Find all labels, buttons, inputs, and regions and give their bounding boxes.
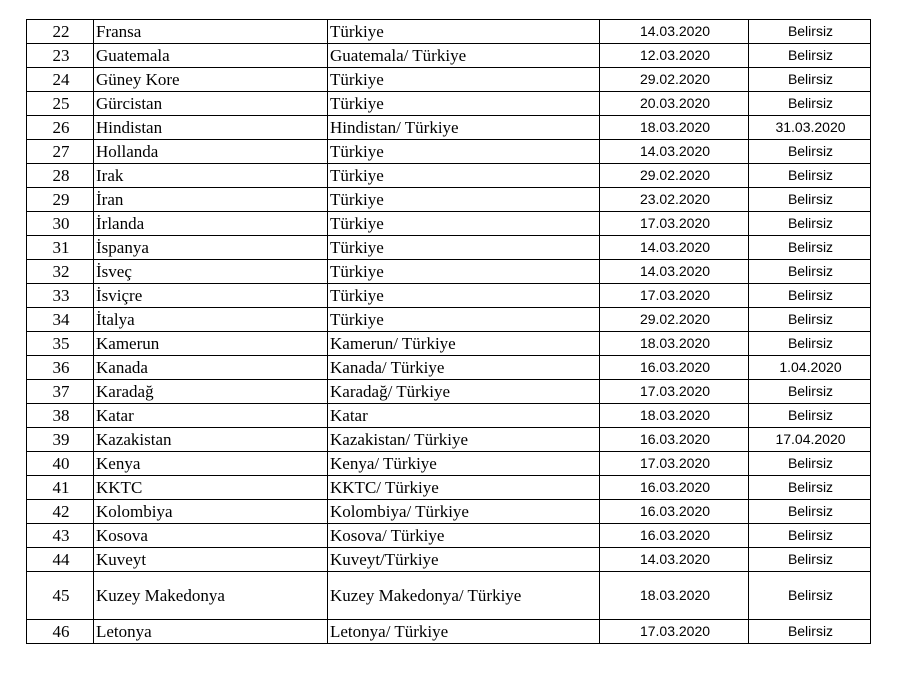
destination-cell: Türkiye (328, 188, 600, 212)
country-cell: Karadağ (94, 380, 328, 404)
country-cell: Kamerun (94, 332, 328, 356)
row-number: 34 (27, 308, 94, 332)
end-date-cell: Belirsiz (749, 212, 871, 236)
start-date-cell: 14.03.2020 (600, 548, 749, 572)
destination-cell: Kuzey Makedonya/ Türkiye (328, 572, 600, 620)
end-date-cell: Belirsiz (749, 572, 871, 620)
start-date-cell: 14.03.2020 (600, 140, 749, 164)
start-date-cell: 18.03.2020 (600, 572, 749, 620)
destination-cell: Katar (328, 404, 600, 428)
end-date-cell: Belirsiz (749, 68, 871, 92)
destination-cell: Guatemala/ Türkiye (328, 44, 600, 68)
table-row (27, 260, 871, 284)
end-date-cell: Belirsiz (749, 188, 871, 212)
end-date-cell: Belirsiz (749, 92, 871, 116)
end-date-cell: Belirsiz (749, 548, 871, 572)
row-number: 28 (27, 164, 94, 188)
row-number: 35 (27, 332, 94, 356)
table-row (27, 476, 871, 500)
start-date-cell: 16.03.2020 (600, 476, 749, 500)
end-date-cell: Belirsiz (749, 164, 871, 188)
table-body (27, 20, 871, 644)
row-number: 39 (27, 428, 94, 452)
destination-cell: Türkiye (328, 284, 600, 308)
country-table (26, 19, 871, 644)
table-row (27, 332, 871, 356)
table-row (27, 500, 871, 524)
country-cell: İsviçre (94, 284, 328, 308)
row-number: 42 (27, 500, 94, 524)
end-date-cell: Belirsiz (749, 620, 871, 644)
start-date-cell: 18.03.2020 (600, 404, 749, 428)
start-date-cell: 29.02.2020 (600, 164, 749, 188)
start-date-cell: 23.02.2020 (600, 188, 749, 212)
destination-cell: Türkiye (328, 92, 600, 116)
table-row (27, 524, 871, 548)
country-cell: Letonya (94, 620, 328, 644)
table-row (27, 548, 871, 572)
table-row (27, 284, 871, 308)
table-row (27, 92, 871, 116)
start-date-cell: 16.03.2020 (600, 356, 749, 380)
destination-cell: Türkiye (328, 260, 600, 284)
country-cell: İran (94, 188, 328, 212)
destination-cell: Kanada/ Türkiye (328, 356, 600, 380)
country-cell: Kosova (94, 524, 328, 548)
end-date-cell: Belirsiz (749, 500, 871, 524)
row-number: 33 (27, 284, 94, 308)
row-number: 38 (27, 404, 94, 428)
start-date-cell: 12.03.2020 (600, 44, 749, 68)
country-cell: Kuveyt (94, 548, 328, 572)
table-row (27, 20, 871, 44)
start-date-cell: 17.03.2020 (600, 620, 749, 644)
table-row (27, 236, 871, 260)
end-date-cell: Belirsiz (749, 308, 871, 332)
row-number: 36 (27, 356, 94, 380)
destination-cell: Kolombiya/ Türkiye (328, 500, 600, 524)
destination-cell: KKTC/ Türkiye (328, 476, 600, 500)
table-row (27, 68, 871, 92)
country-cell: Kazakistan (94, 428, 328, 452)
row-number: 24 (27, 68, 94, 92)
country-cell: İrlanda (94, 212, 328, 236)
table-row (27, 452, 871, 476)
start-date-cell: 16.03.2020 (600, 428, 749, 452)
end-date-cell: Belirsiz (749, 476, 871, 500)
country-cell: Guatemala (94, 44, 328, 68)
row-number: 27 (27, 140, 94, 164)
destination-cell: Kuveyt/Türkiye (328, 548, 600, 572)
country-cell: Gürcistan (94, 92, 328, 116)
country-cell: Irak (94, 164, 328, 188)
row-number: 22 (27, 20, 94, 44)
country-cell: İsveç (94, 260, 328, 284)
end-date-cell: 31.03.2020 (749, 116, 871, 140)
country-cell: KKTC (94, 476, 328, 500)
start-date-cell: 17.03.2020 (600, 284, 749, 308)
destination-cell: Türkiye (328, 308, 600, 332)
destination-cell: Kazakistan/ Türkiye (328, 428, 600, 452)
destination-cell: Türkiye (328, 236, 600, 260)
start-date-cell: 17.03.2020 (600, 452, 749, 476)
table-row (27, 620, 871, 644)
start-date-cell: 14.03.2020 (600, 260, 749, 284)
destination-cell: Letonya/ Türkiye (328, 620, 600, 644)
end-date-cell: Belirsiz (749, 524, 871, 548)
row-number: 44 (27, 548, 94, 572)
end-date-cell: Belirsiz (749, 20, 871, 44)
row-number: 30 (27, 212, 94, 236)
country-cell: Güney Kore (94, 68, 328, 92)
end-date-cell: Belirsiz (749, 332, 871, 356)
table-row (27, 188, 871, 212)
row-number: 45 (27, 572, 94, 620)
end-date-cell: Belirsiz (749, 452, 871, 476)
end-date-cell: Belirsiz (749, 284, 871, 308)
end-date-cell: 1.04.2020 (749, 356, 871, 380)
row-number: 31 (27, 236, 94, 260)
table-row (27, 140, 871, 164)
table-row (27, 44, 871, 68)
end-date-cell: Belirsiz (749, 44, 871, 68)
table-row (27, 212, 871, 236)
country-cell: İtalya (94, 308, 328, 332)
start-date-cell: 29.02.2020 (600, 308, 749, 332)
country-cell: Kenya (94, 452, 328, 476)
end-date-cell: Belirsiz (749, 260, 871, 284)
start-date-cell: 18.03.2020 (600, 332, 749, 356)
destination-cell: Hindistan/ Türkiye (328, 116, 600, 140)
row-number: 23 (27, 44, 94, 68)
country-cell: Kolombiya (94, 500, 328, 524)
destination-cell: Türkiye (328, 164, 600, 188)
start-date-cell: 17.03.2020 (600, 380, 749, 404)
country-cell: İspanya (94, 236, 328, 260)
start-date-cell: 20.03.2020 (600, 92, 749, 116)
start-date-cell: 29.02.2020 (600, 68, 749, 92)
start-date-cell: 16.03.2020 (600, 524, 749, 548)
row-number: 43 (27, 524, 94, 548)
row-number: 25 (27, 92, 94, 116)
country-cell: Hollanda (94, 140, 328, 164)
destination-cell: Türkiye (328, 20, 600, 44)
row-number: 41 (27, 476, 94, 500)
destination-cell: Türkiye (328, 68, 600, 92)
table-row (27, 116, 871, 140)
country-cell: Kanada (94, 356, 328, 380)
start-date-cell: 17.03.2020 (600, 212, 749, 236)
destination-cell: Karadağ/ Türkiye (328, 380, 600, 404)
country-cell: Hindistan (94, 116, 328, 140)
end-date-cell: Belirsiz (749, 404, 871, 428)
row-number: 40 (27, 452, 94, 476)
start-date-cell: 14.03.2020 (600, 20, 749, 44)
country-cell: Katar (94, 404, 328, 428)
table-row (27, 572, 871, 620)
country-cell: Kuzey Makedonya (94, 572, 328, 620)
end-date-cell: Belirsiz (749, 236, 871, 260)
end-date-cell: 17.04.2020 (749, 428, 871, 452)
end-date-cell: Belirsiz (749, 140, 871, 164)
destination-cell: Kamerun/ Türkiye (328, 332, 600, 356)
row-number: 46 (27, 620, 94, 644)
table-row (27, 380, 871, 404)
row-number: 37 (27, 380, 94, 404)
table-row (27, 164, 871, 188)
table-row (27, 428, 871, 452)
end-date-cell: Belirsiz (749, 380, 871, 404)
row-number: 26 (27, 116, 94, 140)
start-date-cell: 16.03.2020 (600, 500, 749, 524)
row-number: 32 (27, 260, 94, 284)
destination-cell: Türkiye (328, 140, 600, 164)
start-date-cell: 14.03.2020 (600, 236, 749, 260)
table-row (27, 404, 871, 428)
table-row (27, 356, 871, 380)
destination-cell: Kosova/ Türkiye (328, 524, 600, 548)
destination-cell: Türkiye (328, 212, 600, 236)
start-date-cell: 18.03.2020 (600, 116, 749, 140)
destination-cell: Kenya/ Türkiye (328, 452, 600, 476)
table-row (27, 308, 871, 332)
row-number: 29 (27, 188, 94, 212)
country-cell: Fransa (94, 20, 328, 44)
